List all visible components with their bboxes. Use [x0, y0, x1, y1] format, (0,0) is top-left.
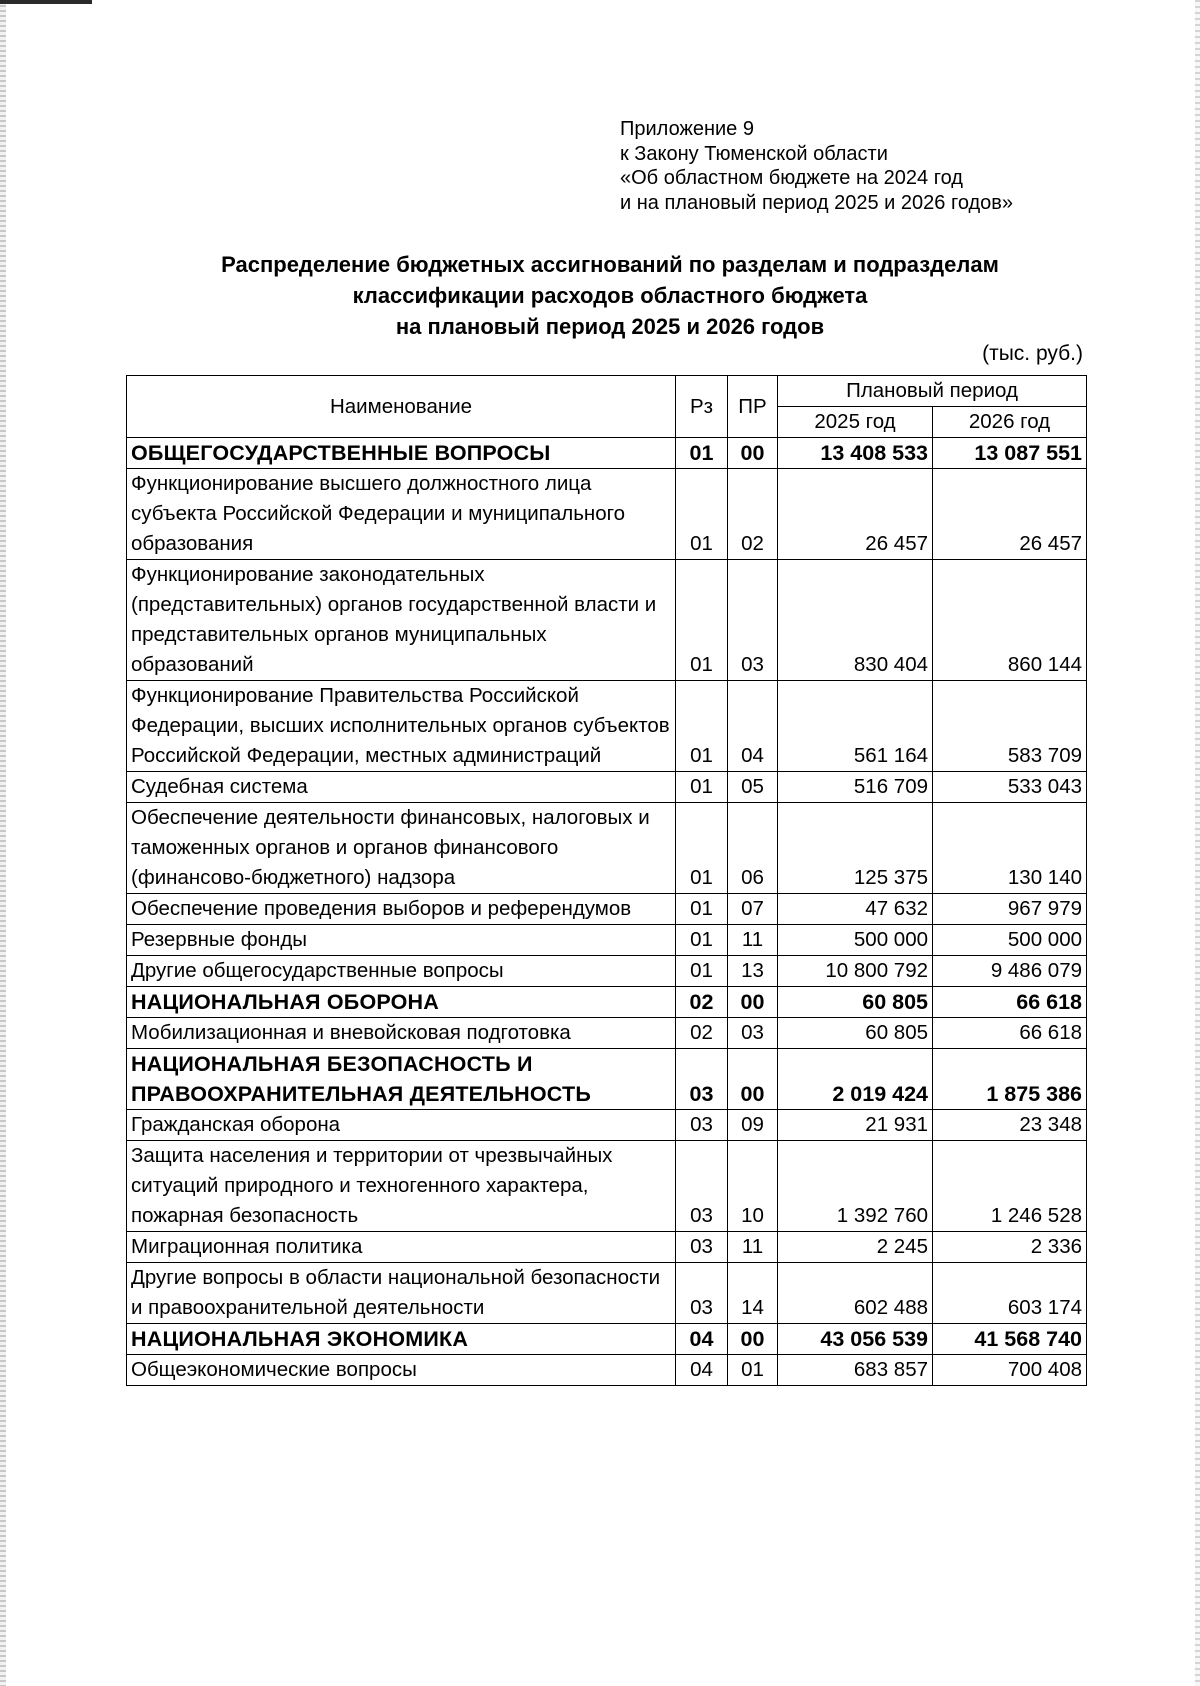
appendix-line: к Закону Тюменской области [620, 142, 888, 165]
row-2025-cell: 500 000 [778, 925, 933, 956]
row-2025-cell: 26 457 [778, 469, 933, 560]
row-2026-cell: 500 000 [933, 925, 1087, 956]
row-2025-cell: 516 709 [778, 772, 933, 803]
row-2026-cell: 66 618 [933, 987, 1087, 1018]
row-rz-cell: 01 [676, 803, 728, 894]
row-pr-cell: 11 [728, 1232, 778, 1263]
table-row [127, 469, 1087, 560]
table-row [127, 1018, 1087, 1049]
row-2025-cell: 43 056 539 [778, 1324, 933, 1355]
row-2025-cell: 602 488 [778, 1263, 933, 1324]
row-2025-cell: 561 164 [778, 681, 933, 772]
table-row [127, 1232, 1087, 1263]
row-2025-cell: 60 805 [778, 1018, 933, 1049]
row-2026-cell: 967 979 [933, 894, 1087, 925]
row-rz-cell: 04 [676, 1355, 728, 1386]
row-rz-cell: 01 [676, 681, 728, 772]
row-name-cell: Функционирование высшего должностного лица субъекта Российской Федерации и муниципального образования [127, 469, 676, 560]
row-rz-cell: 02 [676, 987, 728, 1018]
title-line: на плановый период 2025 и 2026 годов [395, 314, 825, 339]
row-name-cell: Обеспечение проведения выборов и референдумов [127, 894, 676, 925]
row-pr-cell: 05 [728, 772, 778, 803]
budget-table [126, 375, 1087, 1386]
scan-edge-right [1195, 0, 1200, 1686]
row-2026-cell: 41 568 740 [933, 1324, 1087, 1355]
row-2025-cell: 1 392 760 [778, 1141, 933, 1232]
row-rz-cell: 01 [676, 894, 728, 925]
row-pr-cell: 13 [728, 956, 778, 987]
section-row [127, 1324, 1087, 1355]
row-2025-cell: 2 019 424 [778, 1049, 933, 1110]
row-pr-cell: 00 [728, 438, 778, 469]
row-2025-cell: 2 245 [778, 1232, 933, 1263]
row-rz-cell: 01 [676, 925, 728, 956]
header-2025: 2025 год [778, 407, 933, 438]
row-2026-cell: 700 408 [933, 1355, 1087, 1386]
row-2025-cell: 60 805 [778, 987, 933, 1018]
row-pr-cell: 00 [728, 1324, 778, 1355]
budget-table-body [127, 438, 1087, 1386]
header-2026: 2026 год [933, 407, 1087, 438]
row-2026-cell: 9 486 079 [933, 956, 1087, 987]
row-2026-cell: 583 709 [933, 681, 1087, 772]
row-rz-cell: 03 [676, 1232, 728, 1263]
row-name-cell: ОБЩЕГОСУДАРСТВЕННЫЕ ВОПРОСЫ [127, 438, 676, 469]
row-pr-cell: 07 [728, 894, 778, 925]
row-2025-cell: 13 408 533 [778, 438, 933, 469]
row-pr-cell: 10 [728, 1141, 778, 1232]
section-row [127, 438, 1087, 469]
row-2026-cell: 13 087 551 [933, 438, 1087, 469]
table-row [127, 925, 1087, 956]
scan-corner-mark [0, 0, 92, 4]
row-name-cell: Гражданская оборона [127, 1110, 676, 1141]
row-2025-cell: 47 632 [778, 894, 933, 925]
row-name-cell: НАЦИОНАЛЬНАЯ ЭКОНОМИКА [127, 1324, 676, 1355]
table-row [127, 681, 1087, 772]
row-pr-cell: 02 [728, 469, 778, 560]
appendix-note [620, 117, 1013, 215]
row-pr-cell: 01 [728, 1355, 778, 1386]
row-name-cell: НАЦИОНАЛЬНАЯ ОБОРОНА [127, 987, 676, 1018]
row-2025-cell: 830 404 [778, 560, 933, 681]
row-pr-cell: 00 [728, 1049, 778, 1110]
row-pr-cell: 04 [728, 681, 778, 772]
appendix-line: «Об областном бюджете на 2024 год [620, 167, 963, 189]
row-2026-cell: 26 457 [933, 469, 1087, 560]
section-row [127, 1049, 1087, 1110]
header-period: Плановый период [778, 376, 1087, 407]
row-name-cell: Миграционная политика [127, 1232, 676, 1263]
unit-label: (тыс. руб.) [982, 342, 1083, 365]
row-2026-cell: 1 875 386 [933, 1049, 1087, 1110]
row-rz-cell: 03 [676, 1141, 728, 1232]
row-name-cell: НАЦИОНАЛЬНАЯ БЕЗОПАСНОСТЬ И ПРАВООХРАНИТЕЛЬНАЯ ДЕЯТЕЛЬНОСТЬ [127, 1049, 676, 1110]
title-line: классификации расходов областного бюджета [352, 283, 868, 308]
row-rz-cell: 01 [676, 560, 728, 681]
row-rz-cell: 03 [676, 1049, 728, 1110]
header-rz: Рз [676, 376, 728, 438]
row-rz-cell: 04 [676, 1324, 728, 1355]
row-2025-cell: 125 375 [778, 803, 933, 894]
row-name-cell: Другие общегосударственные вопросы [127, 956, 676, 987]
row-pr-cell: 06 [728, 803, 778, 894]
table-row [127, 560, 1087, 681]
row-2026-cell: 533 043 [933, 772, 1087, 803]
row-name-cell: Функционирование законодательных (представительных) органов государственной власти и представительных органов муниципальных образований [127, 560, 676, 681]
table-row [127, 772, 1087, 803]
row-2026-cell: 1 246 528 [933, 1141, 1087, 1232]
scan-edge-left [0, 0, 6, 1686]
table-row [127, 1355, 1087, 1386]
row-rz-cell: 03 [676, 1263, 728, 1324]
row-rz-cell: 01 [676, 438, 728, 469]
row-pr-cell: 00 [728, 987, 778, 1018]
row-2026-cell: 603 174 [933, 1263, 1087, 1324]
row-pr-cell: 14 [728, 1263, 778, 1324]
row-rz-cell: 01 [676, 956, 728, 987]
table-row [127, 894, 1087, 925]
row-pr-cell: 09 [728, 1110, 778, 1141]
row-2026-cell: 860 144 [933, 560, 1087, 681]
table-row [127, 803, 1087, 894]
row-2025-cell: 21 931 [778, 1110, 933, 1141]
row-2026-cell: 66 618 [933, 1018, 1087, 1049]
table-row [127, 1263, 1087, 1324]
row-name-cell: Функционирование Правительства Российской Федерации, высших исполнительных органов субъектов Российской Федерации, местных администраций [127, 681, 676, 772]
row-rz-cell: 01 [676, 469, 728, 560]
row-name-cell: Мобилизационная и вневойсковая подготовка [127, 1018, 676, 1049]
section-row [127, 987, 1087, 1018]
row-2026-cell: 2 336 [933, 1232, 1087, 1263]
row-name-cell: Резервные фонды [127, 925, 676, 956]
header-name: Наименование [127, 376, 676, 438]
row-pr-cell: 03 [728, 1018, 778, 1049]
document-title [150, 249, 1070, 342]
row-rz-cell: 01 [676, 772, 728, 803]
row-name-cell: Общеэкономические вопросы [127, 1355, 676, 1386]
row-pr-cell: 11 [728, 925, 778, 956]
row-2025-cell: 683 857 [778, 1355, 933, 1386]
appendix-line: и на плановый период 2025 и 2026 годов» [620, 191, 1014, 214]
row-name-cell: Судебная система [127, 772, 676, 803]
table-row [127, 1110, 1087, 1141]
row-2026-cell: 23 348 [933, 1110, 1087, 1141]
row-name-cell: Обеспечение деятельности финансовых, налоговых и таможенных органов и органов финансового (финансово-бюджетного) надзора [127, 803, 676, 894]
row-name-cell: Другие вопросы в области национальной безопасности и правоохранительной деятельности [127, 1263, 676, 1324]
row-2026-cell: 130 140 [933, 803, 1087, 894]
row-rz-cell: 02 [676, 1018, 728, 1049]
row-rz-cell: 03 [676, 1110, 728, 1141]
table-row [127, 1141, 1087, 1232]
appendix-line: Приложение 9 [620, 118, 754, 140]
row-name-cell: Защита населения и территории от чрезвычайных ситуаций природного и техногенного характера, пожарная безопасность [127, 1141, 676, 1232]
title-line: Распределение бюджетных ассигнований по разделам и подразделам [221, 252, 999, 277]
row-pr-cell: 03 [728, 560, 778, 681]
table-row [127, 956, 1087, 987]
row-2025-cell: 10 800 792 [778, 956, 933, 987]
header-pr: ПР [728, 376, 778, 438]
